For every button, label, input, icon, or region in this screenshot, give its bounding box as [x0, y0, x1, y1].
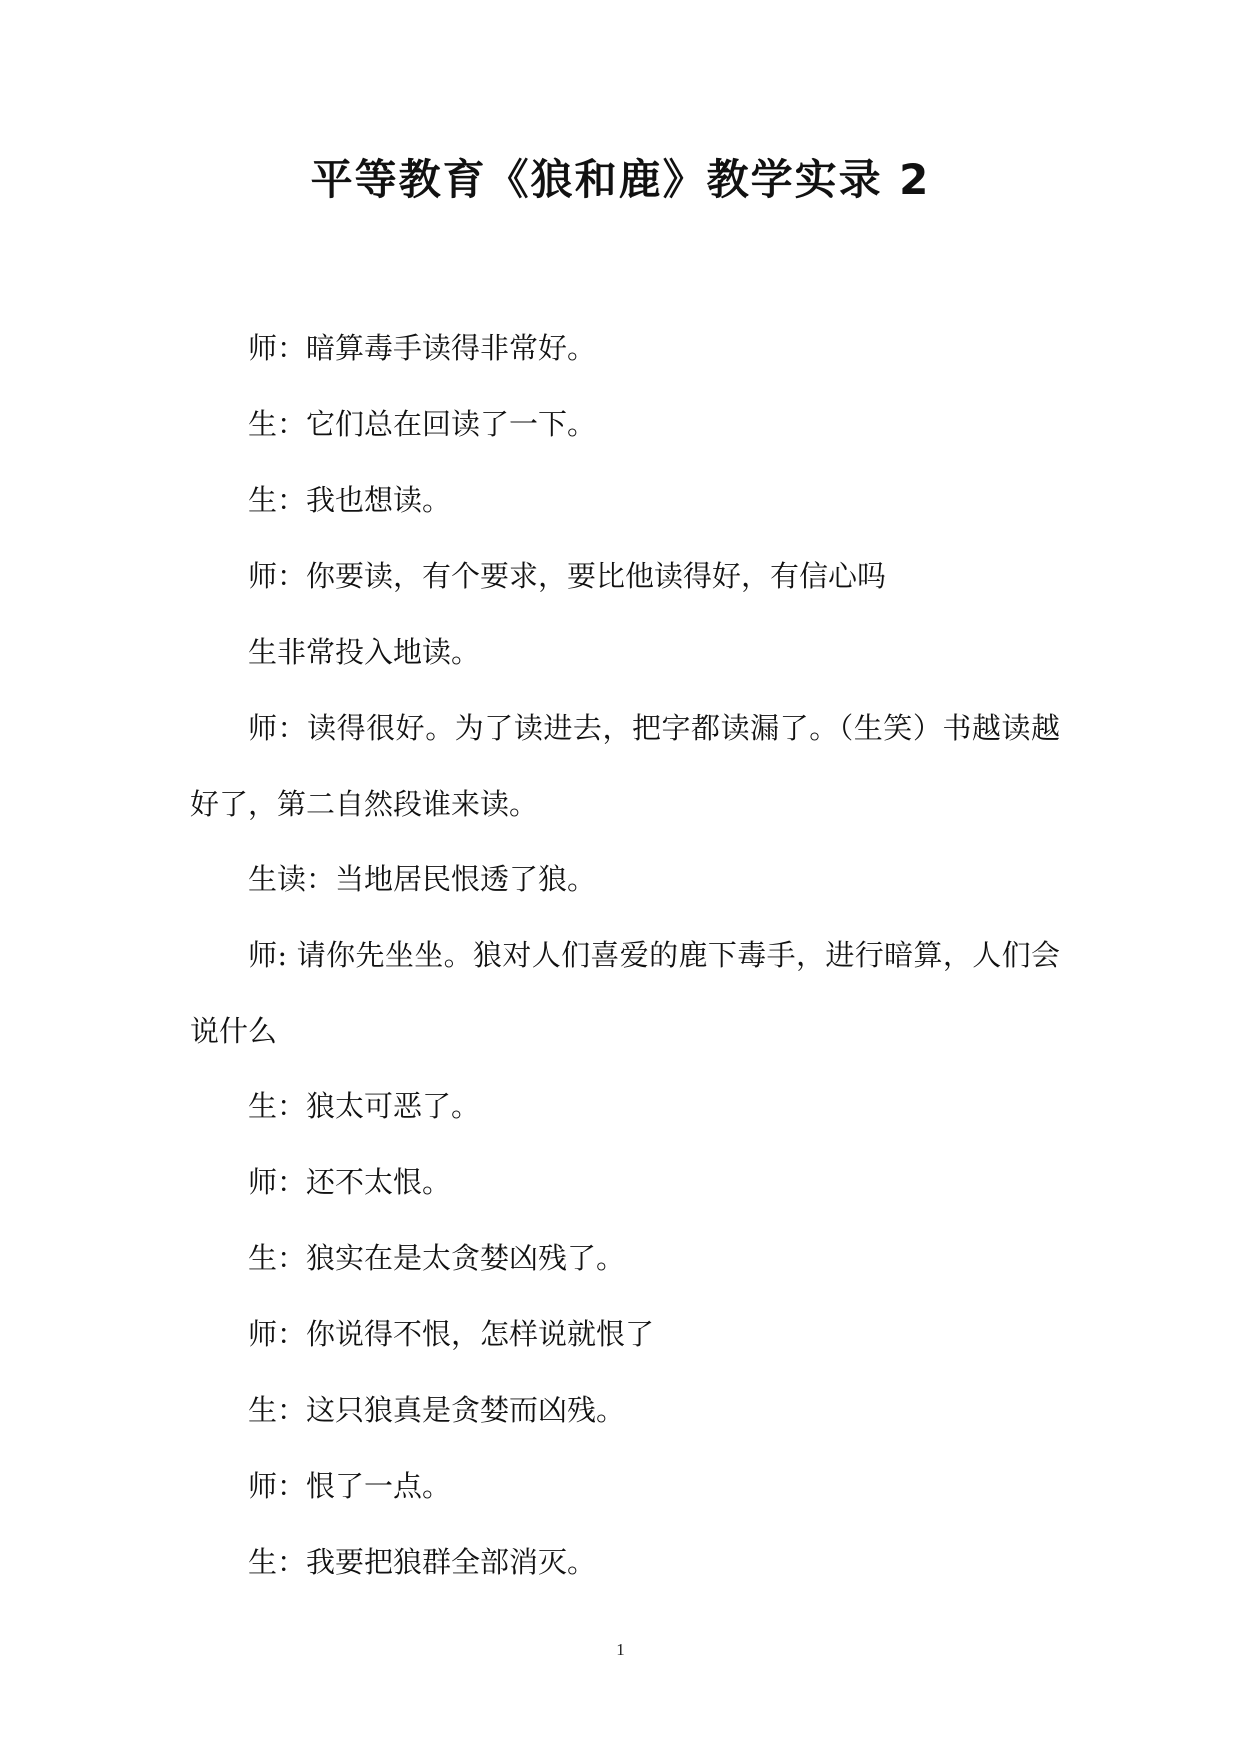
paragraph: 生读：当地居民恨透了狼。: [248, 862, 597, 896]
paragraph: 生：我要把狼群全部消灭。: [248, 1545, 597, 1579]
paragraph: 生：狼太可恶了。: [248, 1089, 481, 1123]
paragraph: 师：你说得不恨，怎样说就恨了: [248, 1317, 655, 1351]
paragraph: 生：我也想读。: [248, 483, 452, 517]
paragraph: 生非常投入地读。: [248, 635, 481, 669]
paragraph: 师: 请你先坐坐。狼对人们喜爱的鹿下毒手，进行暗算，人们会说什么: [190, 938, 1060, 1048]
paragraph: 师：还不太恨。: [248, 1165, 452, 1199]
paragraph: 生：它们总在回读了一下。: [248, 407, 597, 441]
paragraph: 师：暗算毒手读得非常好。: [248, 331, 597, 365]
page-title: 平等教育《狼和鹿》教学实录 2: [310, 155, 931, 204]
document-body: [190, 330, 1060, 1620]
paragraph: 生：狼实在是太贪婪凶残了。: [248, 1241, 626, 1275]
paragraph: 师：恨了一点。: [248, 1469, 452, 1503]
paragraph: 师：你要读，有个要求，要比他读得好，有信心吗: [248, 559, 887, 593]
paragraph: 生：这只狼真是贪婪而凶残。: [248, 1393, 626, 1427]
paragraph: 师：读得很好。为了读进去，把字都读漏了。（生笑）书越读越好了，第二自然段谁来读。: [190, 711, 1060, 821]
page-number: 1: [616, 1640, 625, 1659]
